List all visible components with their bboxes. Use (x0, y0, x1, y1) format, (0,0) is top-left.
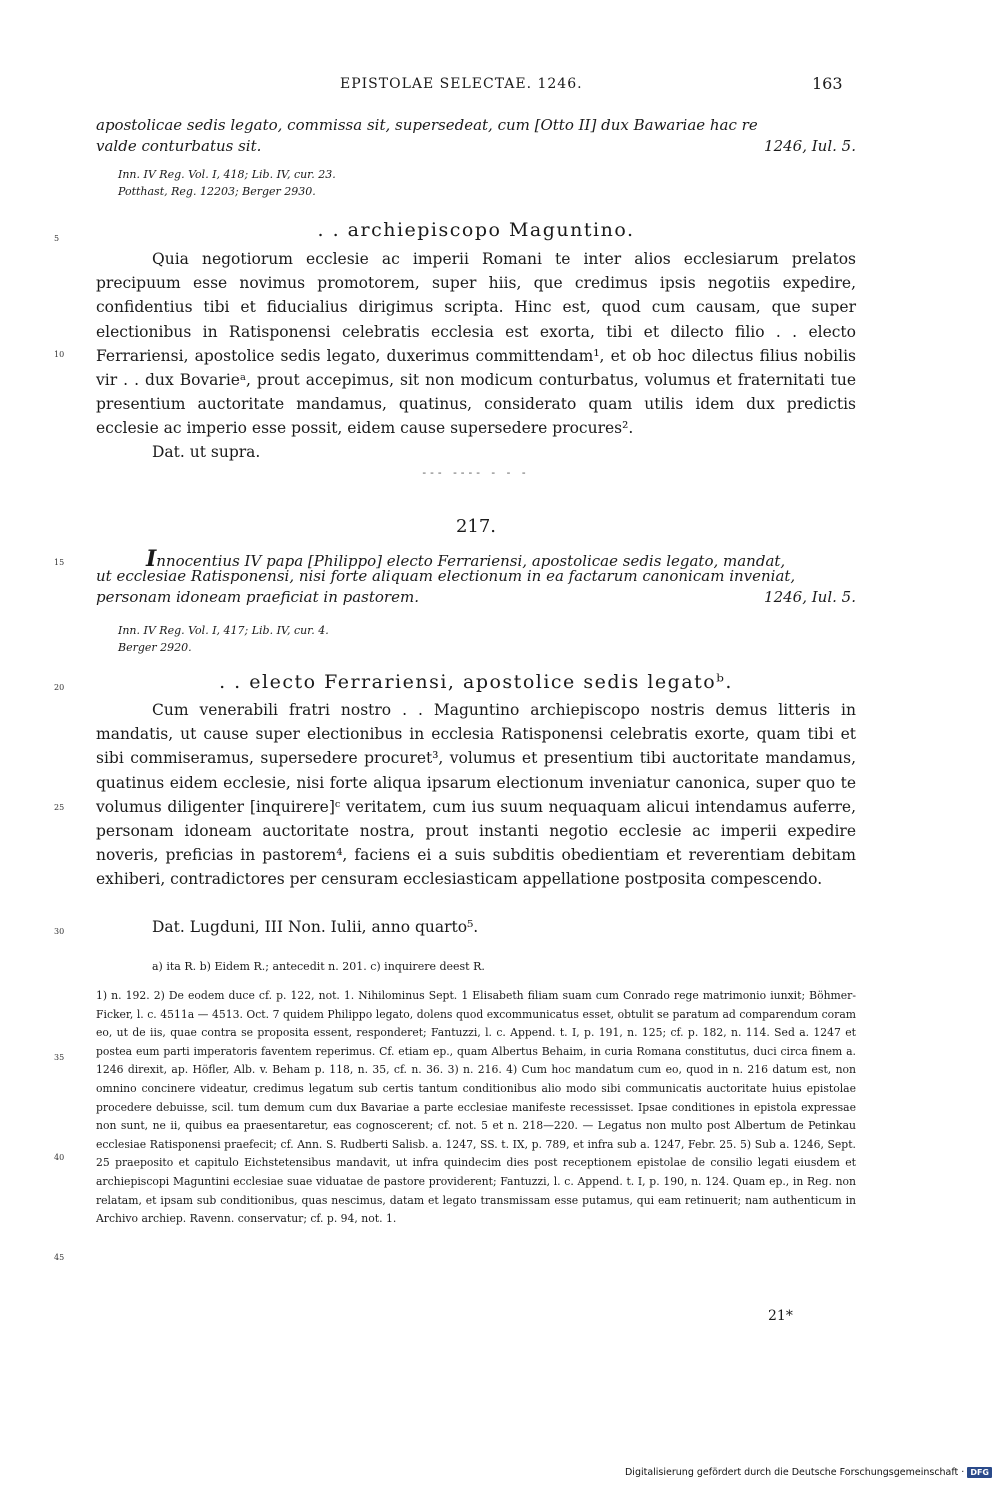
summary-line (96, 588, 856, 609)
summary-text: valde conturbatus sit. (96, 137, 262, 155)
prev-doc-salutation: . . archiepiscopo Maguntino. (317, 219, 635, 241)
line-number: 45 (54, 1253, 65, 1262)
doc-salutation: . . electo Ferrariensi, apostolice sedis legatoᵇ. (219, 671, 733, 693)
body-paragraph: Quia negotiorum ecclesie ac imperii Romani te inter alios ecclesiarum prelatos precipuum esse novimus promotorem, super hiis, que credimus ipsis negotiis expedire, confidentius tibi et fiducialius dirigimus scripta. Hinc est, quod cum causam, que super electionibus in Ratisponensi celebratis ecclesia est exorta, tibi et dilecto filio . . electo Ferrariensi, apostolice sedis legato, duxerimus committendam¹, et ob hoc dilectus filius nobilis vir . . dux Bovarieᵃ, prout accepimus, sit non modicum conturbatus, volumus et fraternitati tue presentium auctoritate mandamus, quatinus, considerato quam utilis idem dux predictis ecclesie ac imperio esse possit, eidem cause supersedere procures². (96, 250, 856, 438)
doc-date: 1246, Iul. 5. (764, 137, 856, 155)
line-number: 10 (54, 350, 65, 359)
line-number: 5 (54, 234, 60, 243)
doc-number: 217. (455, 516, 497, 537)
line-number: 35 (54, 1053, 65, 1062)
summary-line (96, 137, 856, 158)
textual-notes: a) ita R. b) Eidem R.; antecedit n. 201. c) inquirere deest R. (152, 960, 485, 973)
footnote-text: 1) n. 192. 2) De eodem duce cf. p. 122, not. 1. Nihilominus Sept. 1 Elisabeth filiam suam cum Conrado rege matrimonio iunxit; Böhmer-Ficker, l. c. 4511a — 4513. Oct. 7 quidem Philippo legato, dolens quod excommunicatus esset, obtulit se paratum ad comparendum coram eo, ut de iis, quae contra se proposita essent, responderet; Fantuzzi, l. c. Append. t. I, p. 191, n. 125; cf. p. 182, n. 114. Sed a. 1247 et postea eum parti imperatoris faventem reperimus. Cf. etiam ep., quam Albertus Behaim, in curia Romana constitutus, duci circa finem a. 1246 direxit, ap. Höfler, Alb. v. Beham p. 118, n. 35, cf. n. 36. 3) n. 216. 4) Cum hoc mandatum cum eo, quod in n. 216 datum est, non omnino concinere videatur, credimus legatum sub certis tantum conditionibus alio modo sibi communicatis auctoritate huius epistolae procedere debuisse, scil. tum demum cum dux Bavariae a parte ecclesiae manifeste recessisset. Ipsae conditiones in epistola expressae non sunt, ne ii, quibus ea praesentaretur, eas cognoscerent; cf. not. 5 et n. 218—220. — Legatus non multo post Albertum de Petinkau ecclesiae Ratisponensi praefecit; cf. Ann. S. Rudberti Salisb. a. 1247, SS. t. IX, p. 789, et infra sub a. 1247, Febr. 25. 5) Sub a. 1246, Sept. 25 praeposito et capitulo Eichstetensibus mandavit, ut infra quindecim dies post receptionem epistolae de consilio legati eiusdem et archiepiscopi Maguntini ecclesiae suae viduatae de pastore providerent; Fantuzzi, l. c. Append. t. I, p. 190, n. 124. Quam ep., in Reg. non relatam, et ipsam sub conditionibus, quas nescimus, datam et legato transmissam esse putamus, qui eam retinuerit; nam authenticum in Archivo archiep. Ravenn. conservatur; cf. p. 94, not. 1. (96, 989, 856, 1226)
prev-doc-dat: Dat. ut supra. (152, 443, 261, 461)
prev-doc-body (96, 247, 856, 441)
summary-line: ut ecclesiae Ratisponensi, nisi forte aliquam electionum in ea factarum canonicam inveniat, (96, 567, 796, 585)
source-line: Inn. IV Reg. Vol. I, 417; Lib. IV, cur. 4. (118, 624, 329, 637)
footer-text: Digitalisierung gefördert durch die Deutsche Forschungsgemeinschaft · (624, 1467, 965, 1478)
running-head: EPISTOLAE SELECTAE. 1246. (340, 76, 583, 92)
prev-doc-sources (96, 166, 878, 200)
doc-sources (96, 622, 878, 656)
summary-line (96, 546, 856, 572)
line-number: 25 (54, 803, 65, 812)
summary-line: apostolicae sedis legato, commissa sit, supersedeat, cum [Otto II] dux Bawariae hac re (96, 116, 758, 134)
line-number: 40 (54, 1153, 65, 1162)
digitization-footer (625, 1467, 992, 1478)
source-line: Inn. IV Reg. Vol. I, 418; Lib. IV, cur. 23. (118, 168, 336, 181)
doc-body (96, 698, 856, 892)
initial-letter: I (146, 546, 157, 572)
doc-dat: Dat. Lugduni, III Non. Iulii, anno quarto⁵. (152, 918, 479, 936)
line-number: 15 (54, 558, 65, 567)
page-number: 163 (812, 74, 843, 93)
line-number: 30 (54, 927, 65, 936)
summary-text: personam idoneam praeficiat in pastorem. (96, 588, 419, 606)
signature-mark: 21* (768, 1308, 793, 1324)
doc-date: 1246, Iul. 5. (764, 588, 856, 606)
body-paragraph: Cum venerabili fratri nostro . . Maguntino archiepiscopo nostris demus litteris in mandatis, ut cause super electionibus in ecclesia Ratisponensi celebratis exorte, quam tibi et sibi commiseramus, supersedere procuret³, volumus et presentium tibi auctoritate mandamus, quatinus eidem ecclesie, nisi forte aliqua ipsarum electionum inveniatur canonica, super quo te volumus diligenter [inquirere]ᶜ veritatem, cum ius suum nequaquam alicui intendamus auferre, personam idoneam auctoritate nostra, prout instanti negotio ecclesie ac imperii expedire noveris, preficias in pastorem⁴, faciens ei a suis subditis obedientiam et reverentiam debitam exhiberi, contradictores per censuram ecclesiasticam appellatione postposita compescendo. (96, 701, 856, 889)
line-number: 20 (54, 683, 65, 692)
dfg-logo: DFG (967, 1467, 992, 1478)
footnotes (96, 987, 856, 1229)
section-divider: --- ---- - - - (422, 466, 530, 479)
source-line: Berger 2920. (118, 641, 192, 654)
source-line: Potthast, Reg. 12203; Berger 2930. (118, 185, 316, 198)
doc-summary (96, 546, 856, 609)
prev-doc-summary (96, 116, 856, 158)
summary-text: nnocentius IV papa [Philippo] electo Ferrariensi, apostolicae sedis legato, mandat, (156, 552, 786, 570)
